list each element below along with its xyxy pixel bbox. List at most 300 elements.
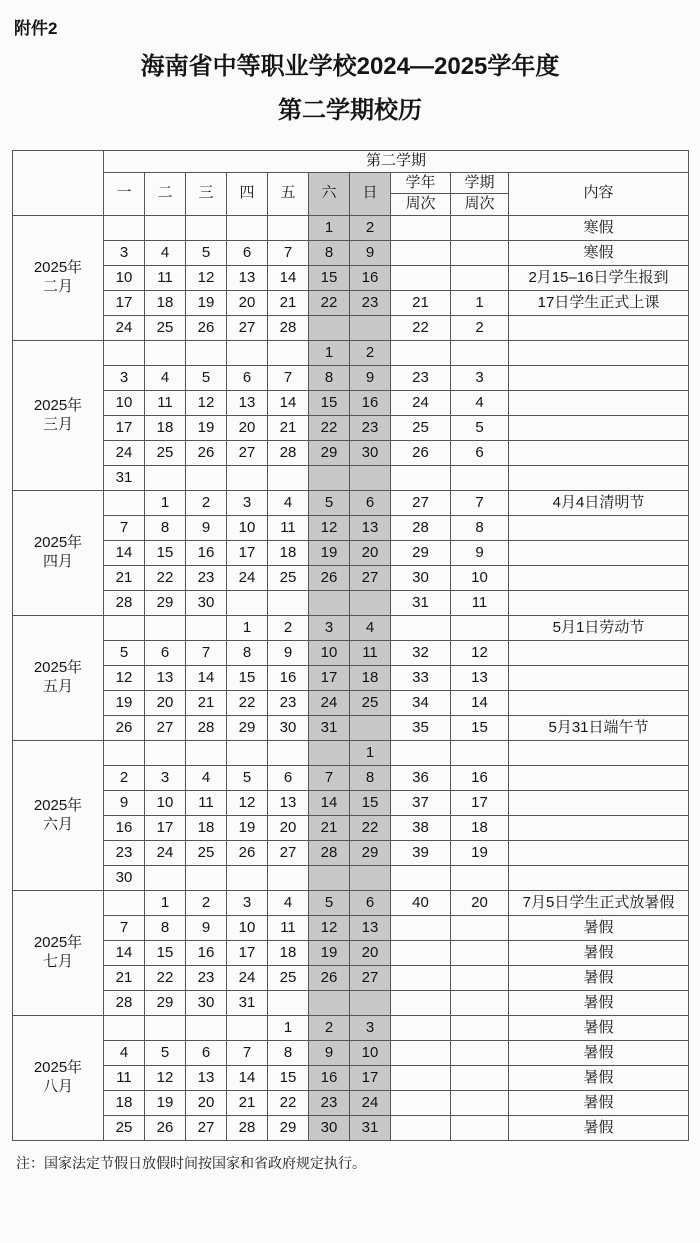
day-cell	[186, 741, 227, 766]
calendar-week-row	[13, 641, 689, 666]
day-cell-weekend: 9	[350, 241, 391, 266]
day-cell	[104, 216, 145, 241]
day-cell: 11	[268, 516, 309, 541]
year-week-cell	[391, 1041, 451, 1066]
term-week-cell	[451, 866, 509, 891]
day-cell: 20	[227, 291, 268, 316]
term-week-cell: 19	[451, 841, 509, 866]
calendar-week-row	[13, 516, 689, 541]
page-title	[12, 45, 688, 134]
content-cell	[509, 516, 689, 541]
content-cell	[509, 566, 689, 591]
calendar-week-row	[13, 791, 689, 816]
content-cell	[509, 841, 689, 866]
semester-header-row	[13, 150, 689, 172]
day-cell-weekend: 5	[309, 891, 350, 916]
day-cell: 25	[268, 566, 309, 591]
day-cell-weekend: 31	[309, 716, 350, 741]
day-cell: 13	[227, 391, 268, 416]
year-week-cell	[391, 741, 451, 766]
day-cell	[227, 741, 268, 766]
calendar-week-row	[13, 616, 689, 641]
day-cell: 1	[145, 491, 186, 516]
day-cell-weekend: 17	[350, 1066, 391, 1091]
day-cell-weekend: 22	[309, 416, 350, 441]
day-cell-weekend: 18	[350, 666, 391, 691]
footnote: 注：国家法定节假日放假时间按国家和省政府规定执行。	[16, 1155, 366, 1172]
content-cell: 7月5日学生正式放暑假	[509, 891, 689, 916]
day-cell: 29	[227, 716, 268, 741]
calendar-week-row	[13, 466, 689, 491]
term-week-cell: 17	[451, 791, 509, 816]
day-cell: 30	[186, 991, 227, 1016]
year-week-cell	[391, 991, 451, 1016]
day-cell: 24	[227, 966, 268, 991]
day-cell-weekend: 28	[309, 841, 350, 866]
year-week-cell: 27	[391, 491, 451, 516]
month-label-year: 2025年	[33, 259, 83, 277]
content-cell: 4月4日清明节	[509, 491, 689, 516]
day-cell: 16	[186, 941, 227, 966]
day-cell-weekend	[350, 991, 391, 1016]
day-cell: 13	[186, 1066, 227, 1091]
day-cell: 23	[104, 841, 145, 866]
day-cell	[145, 866, 186, 891]
term-week-cell: 16	[451, 766, 509, 791]
content-cell	[509, 391, 689, 416]
content-cell: 暑假	[509, 1066, 689, 1091]
day-cell: 16	[186, 541, 227, 566]
calendar-week-row	[13, 316, 689, 341]
day-cell-weekend: 25	[350, 691, 391, 716]
day-cell	[145, 216, 186, 241]
year-week-cell: 36	[391, 766, 451, 791]
day-cell: 5	[186, 366, 227, 391]
day-cell-weekend: 17	[309, 666, 350, 691]
month-label	[13, 741, 104, 891]
day-cell: 25	[145, 316, 186, 341]
day-cell-weekend: 16	[309, 1066, 350, 1091]
content-cell	[509, 766, 689, 791]
weekday-header-thu: 四	[227, 172, 268, 216]
day-cell	[268, 591, 309, 616]
day-cell-weekend: 3	[350, 1016, 391, 1041]
day-cell: 16	[268, 666, 309, 691]
day-cell: 7	[268, 241, 309, 266]
day-cell: 7	[227, 1041, 268, 1066]
term-week-cell: 4	[451, 391, 509, 416]
month-label	[13, 1016, 104, 1141]
day-cell-weekend: 12	[309, 916, 350, 941]
year-week-cell	[391, 1116, 451, 1141]
content-cell	[509, 866, 689, 891]
day-cell	[104, 1016, 145, 1041]
year-week-cell: 25	[391, 416, 451, 441]
day-cell: 15	[145, 541, 186, 566]
day-cell: 17	[145, 816, 186, 841]
day-cell: 29	[145, 591, 186, 616]
month-label-month: 五月	[42, 678, 73, 696]
day-cell-weekend: 8	[309, 366, 350, 391]
month-label-month: 三月	[42, 415, 73, 433]
calendar-week-row	[13, 941, 689, 966]
day-cell: 12	[145, 1066, 186, 1091]
day-cell-weekend: 14	[309, 791, 350, 816]
weekday-header-row	[13, 172, 689, 194]
calendar-week-row	[13, 891, 689, 916]
term-week-cell: 2	[451, 316, 509, 341]
calendar-week-row	[13, 241, 689, 266]
year-week-cell: 23	[391, 366, 451, 391]
term-week-cell	[451, 991, 509, 1016]
calendar-week-row	[13, 766, 689, 791]
day-cell-weekend	[350, 316, 391, 341]
year-week-cell	[391, 216, 451, 241]
day-cell: 2	[186, 891, 227, 916]
day-cell: 1	[268, 1016, 309, 1041]
day-cell: 21	[227, 1091, 268, 1116]
day-cell-weekend: 15	[350, 791, 391, 816]
day-cell-weekend: 2	[350, 216, 391, 241]
day-cell: 10	[227, 916, 268, 941]
day-cell-weekend: 8	[350, 766, 391, 791]
day-cell: 14	[186, 666, 227, 691]
content-cell	[509, 791, 689, 816]
day-cell: 28	[104, 591, 145, 616]
month-label	[13, 616, 104, 741]
day-cell: 23	[186, 566, 227, 591]
day-cell	[227, 216, 268, 241]
year-week-header-top: 学年	[391, 172, 451, 194]
day-cell: 10	[145, 791, 186, 816]
day-cell: 25	[268, 966, 309, 991]
day-cell	[268, 991, 309, 1016]
semester-header: 第二学期	[104, 150, 689, 172]
day-cell: 21	[104, 966, 145, 991]
year-week-cell: 40	[391, 891, 451, 916]
month-label-year: 2025年	[33, 1059, 83, 1077]
day-cell-weekend: 16	[350, 391, 391, 416]
day-cell-weekend: 24	[350, 1091, 391, 1116]
year-week-cell: 24	[391, 391, 451, 416]
day-cell: 24	[104, 441, 145, 466]
day-cell-weekend: 29	[350, 841, 391, 866]
day-cell: 27	[227, 441, 268, 466]
content-cell	[509, 691, 689, 716]
day-cell: 17	[104, 416, 145, 441]
day-cell: 14	[268, 266, 309, 291]
term-week-cell	[451, 1066, 509, 1091]
day-cell-weekend	[350, 866, 391, 891]
day-cell-weekend: 22	[309, 291, 350, 316]
month-label	[13, 891, 104, 1016]
day-cell: 11	[145, 391, 186, 416]
day-cell: 17	[227, 941, 268, 966]
year-week-cell: 32	[391, 641, 451, 666]
weekday-header-fri: 五	[268, 172, 309, 216]
day-cell: 26	[186, 441, 227, 466]
day-cell-weekend: 9	[309, 1041, 350, 1066]
month-label-year: 2025年	[33, 659, 83, 677]
content-cell	[509, 666, 689, 691]
month-label-year: 2025年	[33, 796, 83, 814]
content-cell	[509, 591, 689, 616]
day-cell: 27	[268, 841, 309, 866]
term-week-cell	[451, 216, 509, 241]
calendar-week-row	[13, 266, 689, 291]
term-week-header-top: 学期	[451, 172, 509, 194]
calendar-week-row	[13, 966, 689, 991]
day-cell-weekend: 1	[350, 741, 391, 766]
day-cell-weekend: 30	[350, 441, 391, 466]
content-cell: 寒假	[509, 241, 689, 266]
day-cell: 3	[104, 366, 145, 391]
day-cell-weekend: 26	[309, 966, 350, 991]
day-cell: 15	[227, 666, 268, 691]
month-label-month: 六月	[42, 815, 73, 833]
day-cell: 3	[227, 891, 268, 916]
day-cell-weekend	[309, 466, 350, 491]
day-cell-weekend	[350, 591, 391, 616]
year-week-cell: 30	[391, 566, 451, 591]
calendar-week-row	[13, 741, 689, 766]
day-cell: 8	[145, 916, 186, 941]
day-cell-weekend: 12	[309, 516, 350, 541]
day-cell: 26	[186, 316, 227, 341]
day-cell-weekend: 8	[309, 241, 350, 266]
content-cell: 2月15–16日学生报到	[509, 266, 689, 291]
term-week-cell	[451, 1116, 509, 1141]
day-cell: 6	[268, 766, 309, 791]
day-cell: 4	[145, 366, 186, 391]
calendar-week-row	[13, 291, 689, 316]
term-week-cell: 8	[451, 516, 509, 541]
calendar-week-row	[13, 566, 689, 591]
day-cell-weekend: 13	[350, 516, 391, 541]
day-cell: 6	[186, 1041, 227, 1066]
content-cell: 暑假	[509, 1016, 689, 1041]
day-cell: 26	[145, 1116, 186, 1141]
day-cell-weekend	[309, 316, 350, 341]
day-cell: 9	[104, 791, 145, 816]
day-cell: 17	[227, 541, 268, 566]
year-week-cell: 28	[391, 516, 451, 541]
day-cell-weekend: 6	[350, 891, 391, 916]
day-cell: 17	[104, 291, 145, 316]
content-cell	[509, 316, 689, 341]
day-cell-weekend: 10	[350, 1041, 391, 1066]
day-cell: 20	[227, 416, 268, 441]
term-week-cell: 11	[451, 591, 509, 616]
day-cell: 18	[145, 291, 186, 316]
day-cell: 19	[227, 816, 268, 841]
term-week-cell	[451, 341, 509, 366]
day-cell-weekend: 31	[350, 1116, 391, 1141]
day-cell	[227, 341, 268, 366]
term-week-cell: 14	[451, 691, 509, 716]
day-cell: 22	[145, 566, 186, 591]
calendar-week-row	[13, 666, 689, 691]
day-cell	[268, 741, 309, 766]
day-cell: 27	[227, 316, 268, 341]
day-cell	[227, 591, 268, 616]
day-cell-weekend: 7	[309, 766, 350, 791]
day-cell: 8	[227, 641, 268, 666]
day-cell	[268, 216, 309, 241]
content-cell: 暑假	[509, 991, 689, 1016]
content-cell	[509, 341, 689, 366]
day-cell: 3	[227, 491, 268, 516]
month-label-month: 四月	[42, 553, 73, 571]
day-cell	[186, 466, 227, 491]
day-cell: 6	[145, 641, 186, 666]
calendar-week-row	[13, 841, 689, 866]
term-week-cell: 9	[451, 541, 509, 566]
calendar-week-row	[13, 916, 689, 941]
content-cell: 5月31日端午节	[509, 716, 689, 741]
term-week-cell: 6	[451, 441, 509, 466]
day-cell-weekend: 29	[309, 441, 350, 466]
day-cell: 15	[268, 1066, 309, 1091]
term-week-cell	[451, 966, 509, 991]
day-cell-weekend: 20	[350, 541, 391, 566]
day-cell-weekend: 9	[350, 366, 391, 391]
day-cell: 5	[186, 241, 227, 266]
year-week-cell: 34	[391, 691, 451, 716]
day-cell: 9	[268, 641, 309, 666]
day-cell-weekend: 4	[350, 616, 391, 641]
day-cell	[227, 866, 268, 891]
content-cell	[509, 441, 689, 466]
month-label	[13, 216, 104, 341]
day-cell-weekend: 2	[309, 1016, 350, 1041]
day-cell: 18	[145, 416, 186, 441]
title-line-1: 海南省中等职业学校2024—2025学年度	[140, 53, 560, 80]
content-cell	[509, 366, 689, 391]
content-cell	[509, 466, 689, 491]
day-cell-weekend	[309, 991, 350, 1016]
calendar-week-row	[13, 416, 689, 441]
day-cell-weekend: 27	[350, 966, 391, 991]
day-cell-weekend: 10	[309, 641, 350, 666]
year-week-cell	[391, 1016, 451, 1041]
day-cell: 14	[268, 391, 309, 416]
term-week-cell	[451, 1041, 509, 1066]
term-week-cell	[451, 466, 509, 491]
day-cell	[145, 341, 186, 366]
day-cell-weekend: 23	[350, 291, 391, 316]
term-week-cell	[451, 1016, 509, 1041]
day-cell: 5	[227, 766, 268, 791]
day-cell: 28	[186, 716, 227, 741]
calendar-week-row	[13, 366, 689, 391]
day-cell: 12	[186, 266, 227, 291]
day-cell: 2	[104, 766, 145, 791]
year-week-cell	[391, 1091, 451, 1116]
day-cell: 14	[227, 1066, 268, 1091]
day-cell: 11	[104, 1066, 145, 1091]
day-cell	[186, 216, 227, 241]
day-cell: 19	[145, 1091, 186, 1116]
day-cell	[186, 616, 227, 641]
content-cell	[509, 741, 689, 766]
day-cell: 8	[145, 516, 186, 541]
year-week-cell	[391, 966, 451, 991]
day-cell: 12	[186, 391, 227, 416]
day-cell: 22	[145, 966, 186, 991]
term-week-cell	[451, 241, 509, 266]
day-cell: 4	[268, 891, 309, 916]
term-week-cell	[451, 741, 509, 766]
term-week-cell	[451, 266, 509, 291]
day-cell: 27	[145, 716, 186, 741]
calendar-week-row	[13, 491, 689, 516]
day-cell: 7	[268, 366, 309, 391]
day-cell-weekend: 21	[309, 816, 350, 841]
calendar-week-row	[13, 1091, 689, 1116]
day-cell: 25	[145, 441, 186, 466]
term-week-cell	[451, 616, 509, 641]
day-cell: 7	[104, 916, 145, 941]
day-cell-weekend: 19	[309, 941, 350, 966]
calendar-week-row	[13, 341, 689, 366]
day-cell: 28	[268, 441, 309, 466]
day-cell	[104, 491, 145, 516]
day-cell: 22	[227, 691, 268, 716]
day-cell-weekend: 2	[350, 341, 391, 366]
day-cell: 30	[268, 716, 309, 741]
calendar-table	[12, 150, 689, 1141]
term-week-cell: 12	[451, 641, 509, 666]
year-week-cell: 38	[391, 816, 451, 841]
day-cell: 20	[186, 1091, 227, 1116]
day-cell: 1	[145, 891, 186, 916]
day-cell-weekend	[350, 466, 391, 491]
day-cell: 6	[227, 366, 268, 391]
day-cell: 24	[227, 566, 268, 591]
day-cell: 23	[268, 691, 309, 716]
year-week-header-bottom: 周次	[391, 194, 451, 216]
day-cell: 11	[145, 266, 186, 291]
day-cell: 6	[227, 241, 268, 266]
term-week-cell	[451, 1091, 509, 1116]
calendar-week-row	[13, 1016, 689, 1041]
day-cell: 21	[186, 691, 227, 716]
day-cell: 12	[104, 666, 145, 691]
day-cell	[145, 616, 186, 641]
weekday-header-sun: 日	[350, 172, 391, 216]
day-cell: 10	[104, 266, 145, 291]
day-cell: 28	[268, 316, 309, 341]
day-cell: 18	[104, 1091, 145, 1116]
day-cell: 5	[145, 1041, 186, 1066]
day-cell: 24	[145, 841, 186, 866]
day-cell	[145, 1016, 186, 1041]
day-cell: 18	[186, 816, 227, 841]
day-cell: 10	[227, 516, 268, 541]
day-cell: 20	[268, 816, 309, 841]
day-cell-weekend: 5	[309, 491, 350, 516]
calendar-week-row	[13, 1041, 689, 1066]
day-cell: 2	[186, 491, 227, 516]
day-cell: 18	[268, 941, 309, 966]
year-week-cell	[391, 616, 451, 641]
day-cell: 4	[145, 241, 186, 266]
day-cell: 19	[104, 691, 145, 716]
content-cell: 5月1日劳动节	[509, 616, 689, 641]
month-label-year: 2025年	[33, 396, 83, 414]
year-week-cell: 22	[391, 316, 451, 341]
